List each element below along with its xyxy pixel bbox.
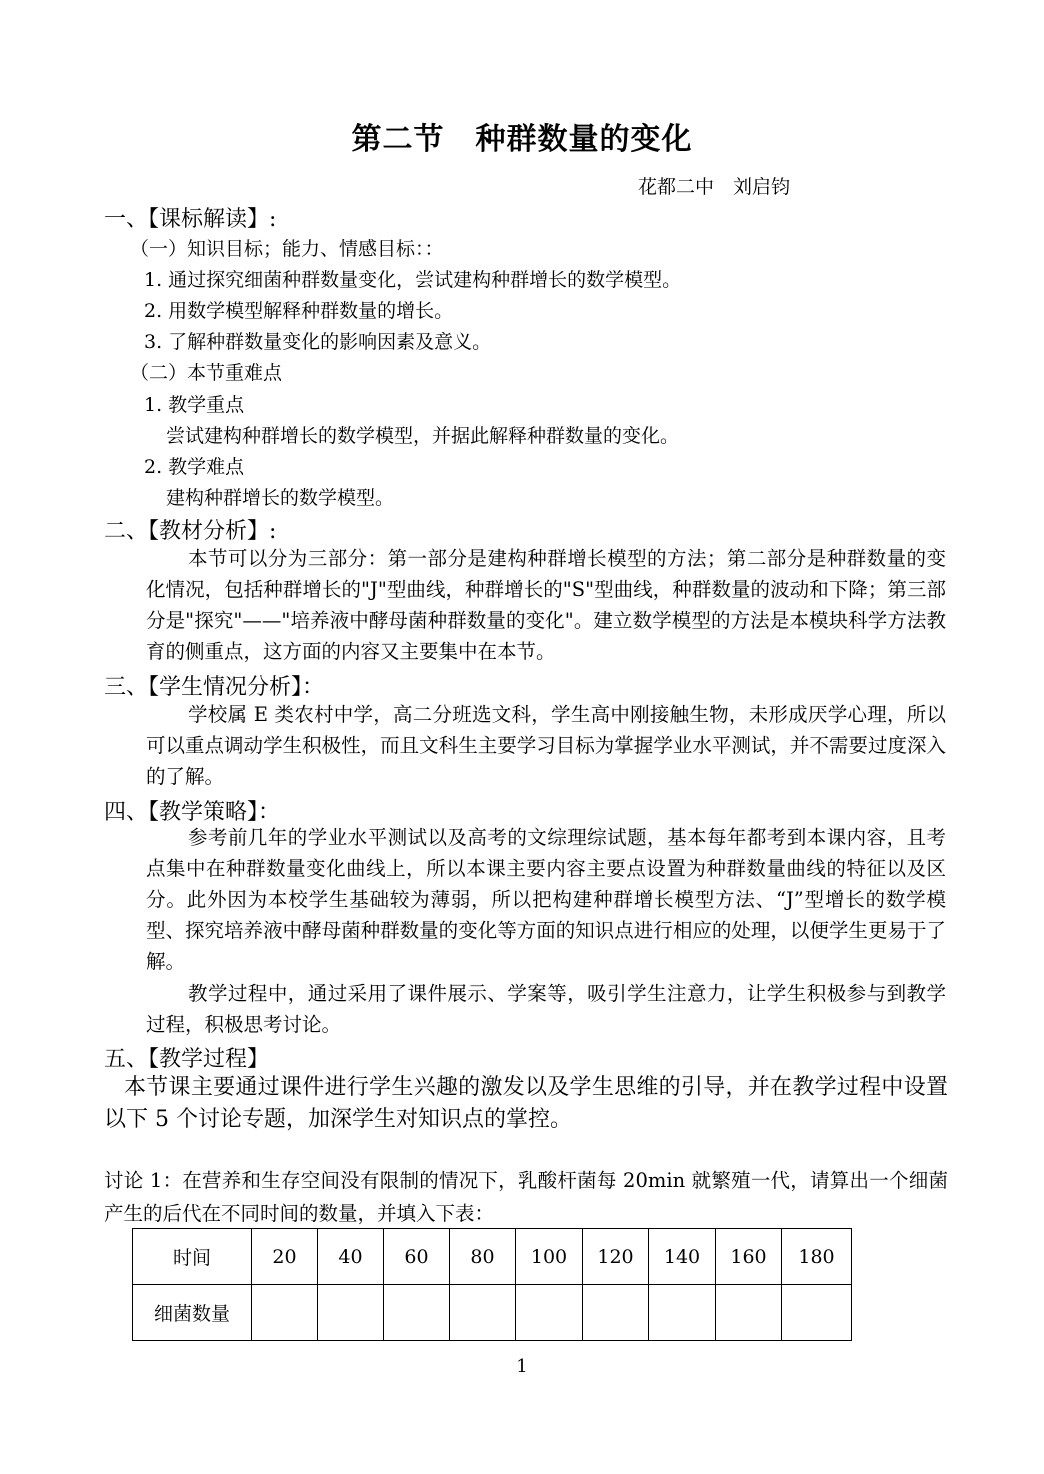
key-point-label: 1. 教学重点 — [144, 394, 245, 416]
objective-item: 2. 用数学模型解释种群数量的增长。 — [144, 300, 454, 322]
difficulty-label: 2. 教学难点 — [144, 456, 245, 478]
section-1-sub-1: （一）知识目标；能力、情感目标：： — [130, 238, 444, 260]
page-title: 第二节 种群数量的变化 — [351, 122, 693, 157]
section-5-intro: 本节课主要通过课件进行学生兴趣的激发以及学生思维的引导，并在教学过程中设置以下 5 个讨论专题，加深学生对知识点的掌控。 — [104, 1075, 948, 1132]
table-row-label-count: 细菌数量 — [133, 1285, 252, 1341]
author-line: 花都二中 刘启钧 — [638, 176, 791, 198]
table-row-label-time: 时间 — [133, 1229, 252, 1285]
objective-item: 1. 通过探究细菌种群数量变化，尝试建构种群增长的数学模型。 — [144, 269, 682, 291]
section-4-heading: 四、【教学策略】： — [104, 800, 281, 825]
table-row — [133, 1285, 852, 1341]
table-cell-empty — [649, 1285, 716, 1341]
objective-item: 3. 了解种群数量变化的影响因素及意义。 — [144, 331, 492, 353]
table-cell-empty — [583, 1285, 649, 1341]
section-4-paragraph-2: 教学过程中，通过采用了课件展示、学案等，吸引学生注意力，让学生积极参与到教学过程，积极思考讨论。 — [146, 982, 946, 1036]
page-number: 1 — [516, 1356, 528, 1377]
section-3-heading: 三、【学生情况分析】： — [104, 675, 325, 700]
table-cell-empty — [252, 1285, 318, 1341]
section-2-paragraph: 本节可以分为三部分：第一部分是建构种群增长模型的方法；第二部分是种群数量的变化情况，包括种群增长的"J"型曲线，种群增长的"S"型曲线，种群数量的波动和下降；第三部分是"探究"——"培养液中酵母菌种群数量的变化"。建立数学模型的方法是本模块科学方法教育的侧重点，这方面的内容又主要集中在本节。 — [146, 547, 946, 663]
table-cell-empty — [782, 1285, 852, 1341]
table-cell-time: 40 — [318, 1229, 384, 1285]
section-1-heading: 一、【课标解读】: — [104, 207, 277, 232]
difficulty-text: 建构种群增长的数学模型。 — [166, 487, 395, 509]
table-cell-time: 180 — [782, 1229, 852, 1285]
table-cell-time: 140 — [649, 1229, 716, 1285]
section-5-heading: 五、【教学过程】 — [104, 1047, 270, 1072]
table-cell-empty — [384, 1285, 450, 1341]
section-2-heading: 二、【教材分析】: — [104, 519, 277, 544]
section-3-paragraph: 学校属 E 类农村中学，高二分班选文科，学生高中刚接触生物，未形成厌学心理，所以可以重点调动学生积极性，而且文科生主要学习目标为掌握学业水平测试，并不需要过度深入的了解。 — [146, 703, 946, 788]
section-1-sub-2: （二）本节重难点 — [130, 362, 283, 384]
table-cell-empty — [450, 1285, 516, 1341]
table-cell-empty — [318, 1285, 384, 1341]
table-cell-time: 100 — [516, 1229, 583, 1285]
table-cell-time: 20 — [252, 1229, 318, 1285]
table-cell-time: 160 — [716, 1229, 782, 1285]
table-cell-time: 80 — [450, 1229, 516, 1285]
table-cell-time: 120 — [583, 1229, 649, 1285]
table-cell-empty — [716, 1285, 782, 1341]
section-4-paragraph-1: 参考前几年的学业水平测试以及高考的文综理综试题，基本每年都考到本课内容，且考点集中在种群数量变化曲线上，所以本课主要内容主要点设置为种群数量曲线的特征以及区分。此外因为本校学生基础较为薄弱，所以把构建种群增长模型方法、“J”型增长的数学模型、探究培养液中酵母菌种群数量的变化等方面的知识点进行相应的处理，以便学生更易于了解。 — [146, 826, 946, 973]
key-point-text: 尝试建构种群增长的数学模型，并据此解释种群数量的变化。 — [166, 425, 680, 447]
table-row — [133, 1229, 852, 1285]
discussion-1: 讨论 1：在营养和生存空间没有限制的情况下，乳酸杆菌每 20min 就繁殖一代，请算出一个细菌产生的后代在不同时间的数量，并填入下表： — [104, 1169, 948, 1225]
bacteria-count-table — [132, 1228, 852, 1341]
table-cell-time: 60 — [384, 1229, 450, 1285]
table-cell-empty — [516, 1285, 583, 1341]
